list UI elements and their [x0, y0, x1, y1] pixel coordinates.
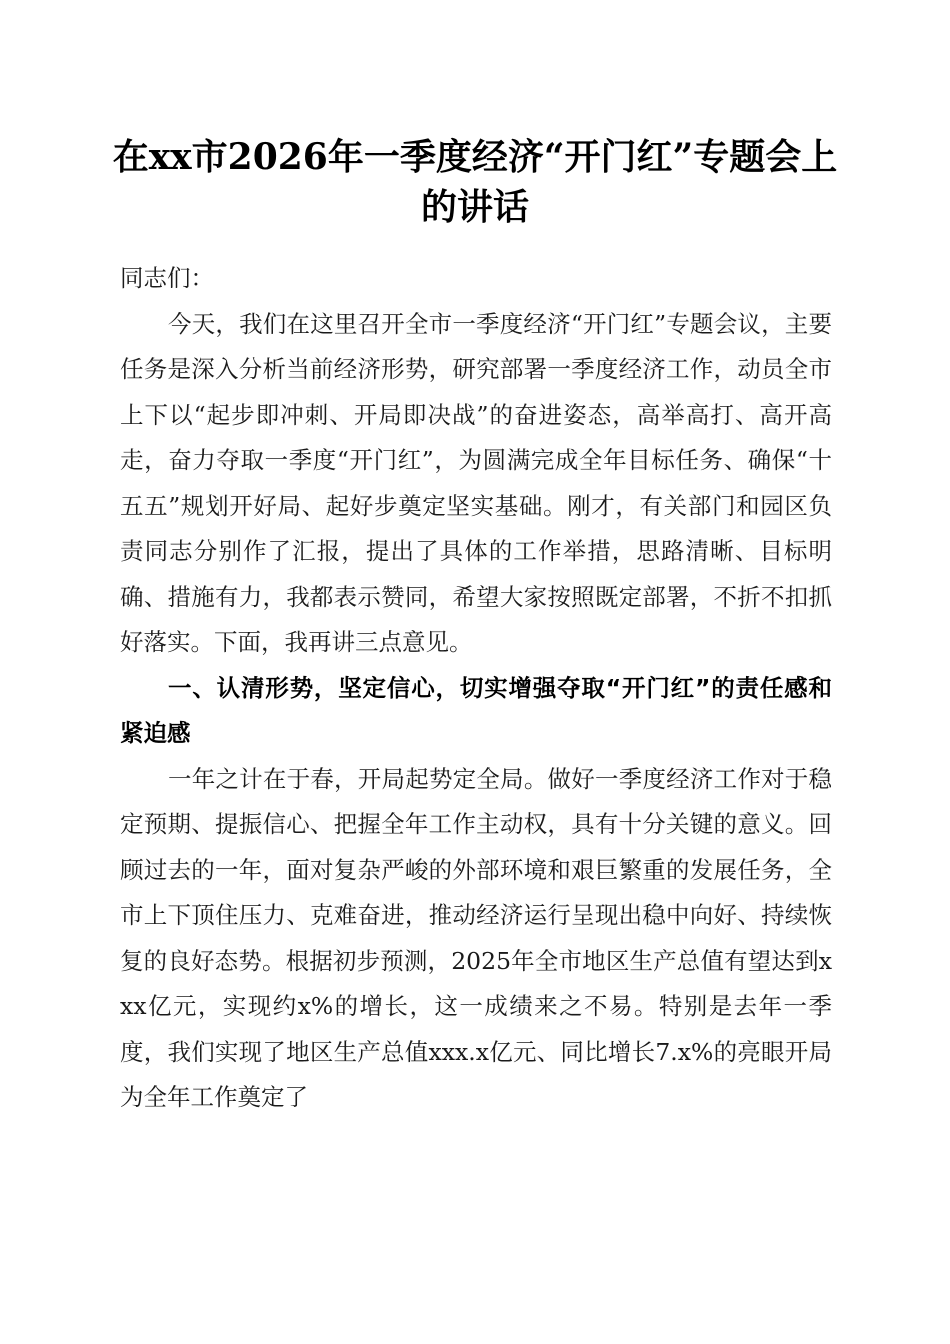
body-paragraph-2: 一年之计在于春，开局起势定全局。做好一季度经济工作对于稳定预期、提振信心、把握全年工作主动权，具有十分关键的意义。回顾过去的一年，面对复杂严峻的外部环境和艰巨繁重的发展任务，全市上下顶住压力、克难奋进，推动经济运行呈现出稳中向好、持续恢复的良好态势。根据初步预测，2025年全市地区生产总值有望达到xxx亿元，实现约x%的增长，这一成绩来之不易。特别是去年一季度，我们实现了地区生产总值xxx.x亿元、同比增长7.x%的亮眼开局为全年工作奠定了: [120, 764, 832, 1111]
document-body: [120, 256, 832, 1121]
section-heading-1: 一、认清形势，坚定信心，切实增强夺取“开门红”的责任感和紧迫感: [120, 673, 832, 747]
body-paragraph-1: 今天，我们在这里召开全市一季度经济“开门红”专题会议，主要任务是深入分析当前经济形势，研究部署一季度经济工作，动员全市上下以“起步即冲刺、开局即决战”的奋进姿态，高举高打、高开高走，奋力夺取一季度“开门红”，为圆满完成全年目标任务、确保“十五五”规划开好局、起好步奠定坚实基础。刚才，有关部门和园区负责同志分别作了汇报，提出了具体的工作举措，思路清晰、目标明确、措施有力，我都表示赞同，希望大家按照既定部署，不折不扣抓好落实。下面，我再讲三点意见。: [120, 309, 832, 656]
document-title: 在xx市2026年一季度经济“开门红”专题会上的讲话: [112, 136, 838, 228]
salutation: 同志们：: [120, 264, 214, 292]
